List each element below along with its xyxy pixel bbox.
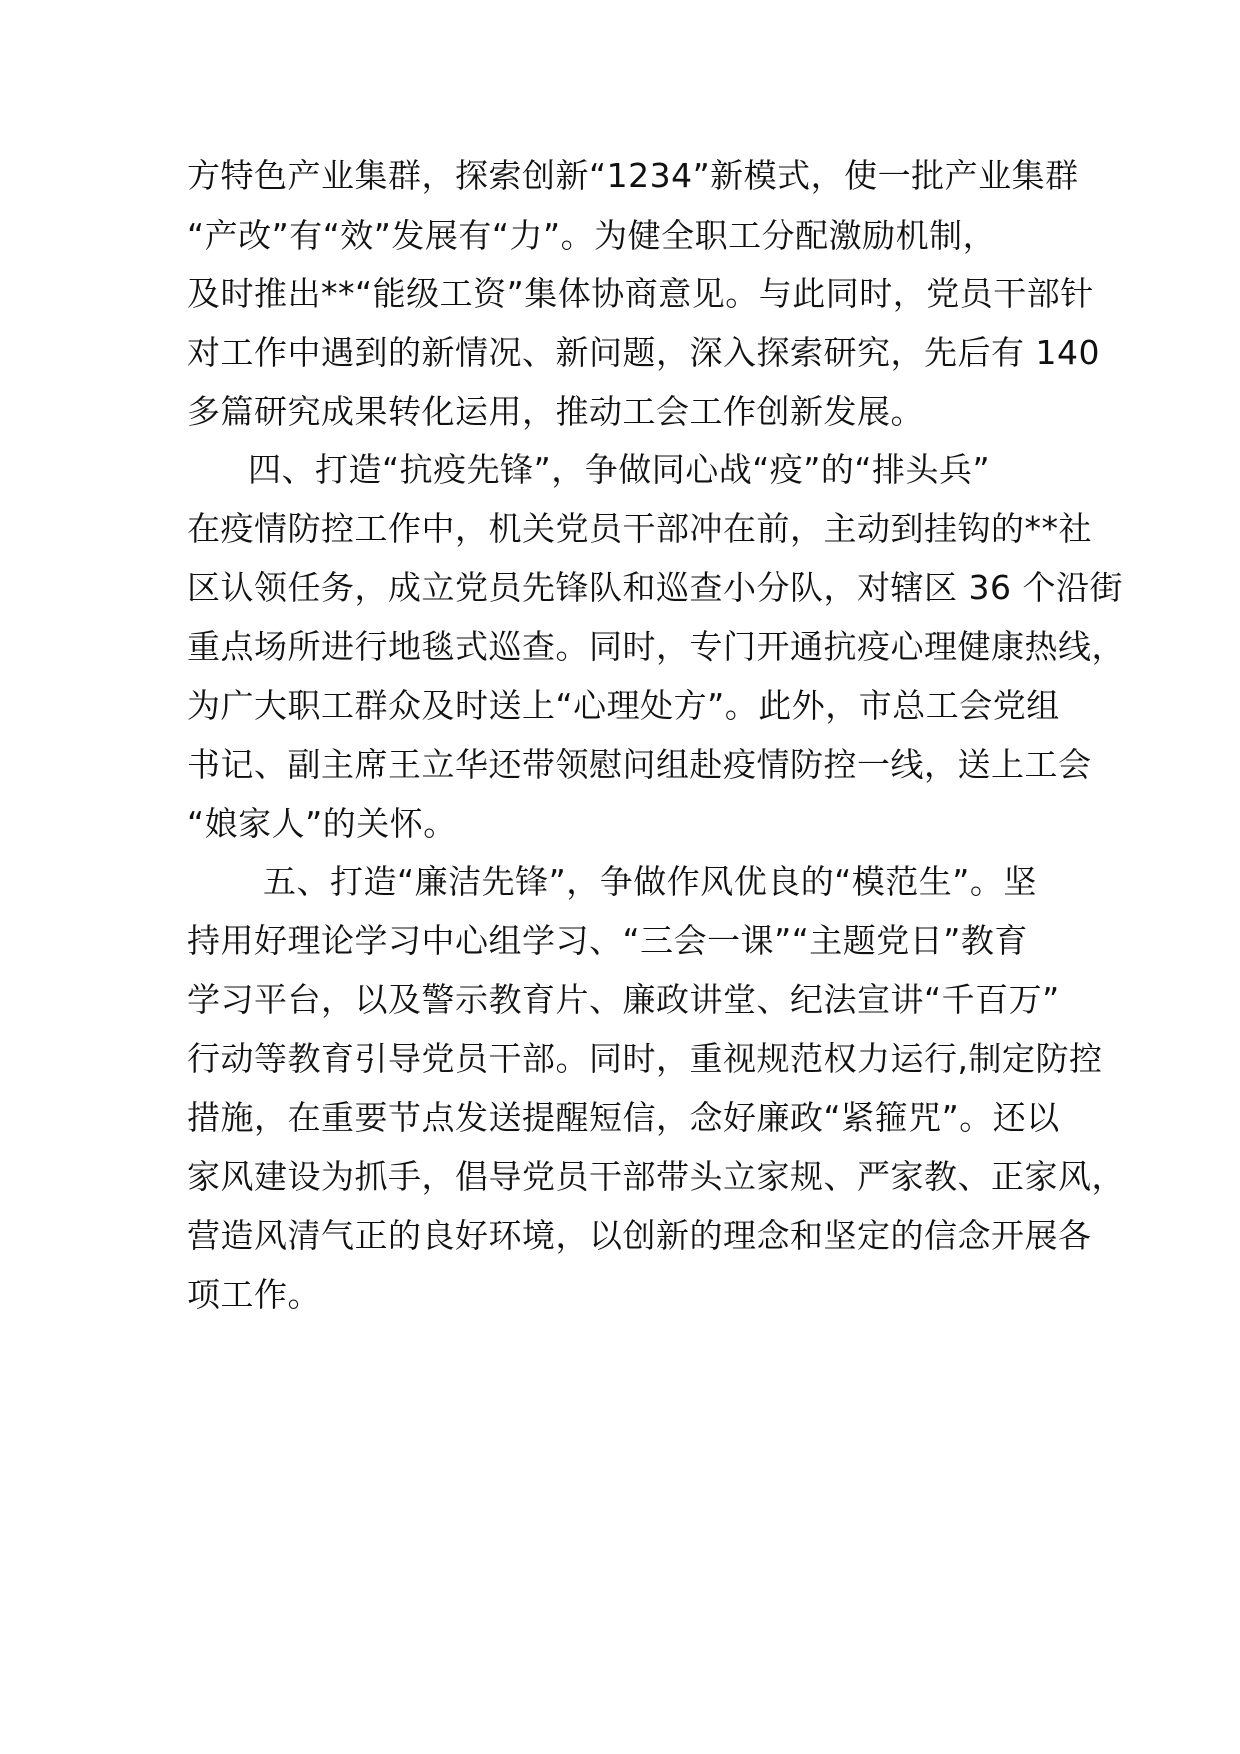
text-line: 方特色产业集群，探索创新“1234”新模式，使一批产业集群 (187, 156, 1079, 195)
text-line: 持用好理论学习中心组学习、“三会一课”“主题党日”教育 (187, 921, 1028, 960)
text-line: 营造风清气正的良好环境，以创新的理念和坚定的信念开展各 (187, 1216, 1092, 1255)
text-line: 及时推出**“能级工资”集体协商意见。与此同时，党员干部针 (187, 274, 1094, 313)
text-line: 行动等教育引导党员干部。同时，重视规范权力运行,制定防控 (187, 1039, 1103, 1078)
text-line: 多篇研究成果转化运用，推动工会工作创新发展。 (187, 392, 924, 431)
text-line: 重点场所进行地毯式巡查。同时，专门开通抗疫心理健康热线， (187, 627, 1125, 666)
text-line: 家风建设为抓手，倡导党员干部带头立家规、严家教、正家风， (187, 1157, 1125, 1196)
text-line: “娘家人”的关怀。 (187, 804, 457, 843)
text-line: 对工作中遇到的新情况、新问题，深入探索研究，先后有 140 (187, 333, 1100, 372)
text-line: 在疫情防控工作中，机关党员干部冲在前，主动到挂钩的**社 (187, 509, 1092, 548)
text-line: 书记、副主席王立华还带领慰问组赴疫情防控一线，送上工会 (187, 745, 1092, 784)
text-line: 项工作。 (187, 1275, 321, 1314)
text-line: 措施，在重要节点发送提醒短信，念好廉政“紧箍咒”。还以 (187, 1098, 1060, 1137)
text-line: 为广大职工群众及时送上“心理处方”。此外，市总工会党组 (187, 686, 1060, 725)
text-line: 学习平台，以及警示教育片、廉政讲堂、纪法宣讲“千百万” (187, 980, 1060, 1019)
text-line: “产改”有“效”发展有“力”。为健全职工分配激励机制， (187, 216, 997, 255)
section-heading: 四、打造“抗疫先锋”，争做同心战“疫”的“排头兵” (248, 450, 991, 489)
text-line: 区认领任务，成立党员先锋队和巡查小分队，对辖区 36 个沿街 (187, 568, 1123, 607)
section-heading: 五、打造“廉洁先锋”，争做作风优良的“模范生”。坚 (263, 862, 1037, 901)
